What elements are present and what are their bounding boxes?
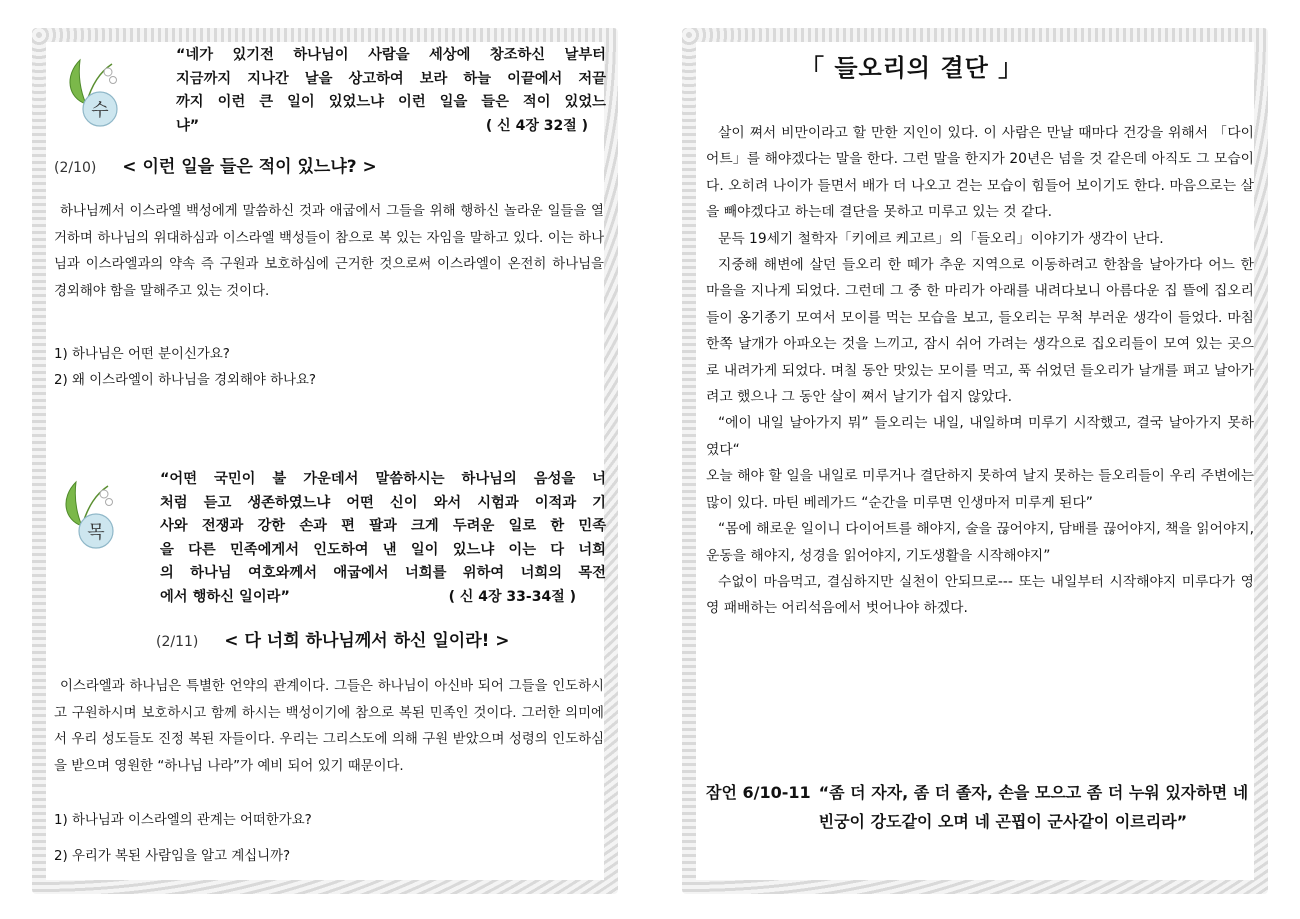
verse-line: 처럼 듣고 생존하였느냐 어떤 신이 와서 시험과 이적과 기 <box>160 494 606 511</box>
svg-text:목: 목 <box>87 522 105 543</box>
question-item: 2) 왜 이스라엘이 하나님을 경외해야 하나요? <box>54 373 317 388</box>
verse-line: 에서 행하신 일이라” ( 신 4장 33-34절 ) <box>160 586 606 610</box>
section-title: < 이런 일을 들은 적이 있느냐? > <box>122 157 377 177</box>
verse-line: “네가 있기전 하나님이 사람을 세상에 창조하신 날부터 <box>176 47 606 63</box>
proverb-text: “좀 더 자자, 좀 더 졸자, 손을 모으고 좀 더 누워 있자하면 네 빈궁이 강도같이 오며 네 곤핍이 군사같이 이르리라” <box>818 783 1249 831</box>
essay-paragraph: 지중해 해변에 살던 들오리 한 떼가 추운 지역으로 이동하려고 한참을 날아가다 어느 한 마을을 지나게 되었다. 그런데 그 중 한 마리가 아래를 내려다보니 아름다운 집 뜰에 집오리들이 옹기종기 모여서 모이를 먹는 모습을 보고, 들오리는 무척 부러운 생각이 들었다. 마침 한쪽 날개가 아파오는 것을 느끼고, 잠시 쉬어 가려는 생각으로 집오리들이 모여 있는 곳으로 내려가게 되었다. 며칠 동안 맛있는 모이를 먹고, 푹 쉬었던 들오리가 날개를 펴고 날아가려고 했으나 그 동안 살이 쪄서 날기가 쉽지 않았다. <box>706 257 1254 406</box>
verse-reference: ( 신 4장 32절 ) <box>485 117 588 134</box>
section-date: (2/10) <box>54 160 97 176</box>
section-heading-2 <box>156 626 510 651</box>
lily-of-the-valley-badge-icon <box>66 54 118 130</box>
verse-line: 의 하나님 여호와께서 애굽에서 너희를 위하여 너희의 목전 <box>160 565 606 581</box>
verse-reference: ( 신 4장 33-34절 ) <box>448 588 576 605</box>
question-list-1 <box>54 342 316 394</box>
essay-paragraph: “에이 내일 날아가지 뭐” 들오리는 내일, 내일하며 미루기 시작했고, 결국 날아가지 못하였다“ <box>706 415 1254 458</box>
proverb-reference: 잠언 6/10-11 <box>706 783 811 802</box>
verse-line: 까지 이런 큰 일이 있었느냐 이런 일을 들은 적이 있었느 <box>176 94 606 110</box>
essay-body <box>706 120 1254 622</box>
proverb-verse <box>706 778 1254 836</box>
right-page-content <box>700 44 1254 878</box>
question-item: 2) 우리가 복된 사람임을 알고 계십니까? <box>54 849 291 864</box>
verse-quote-2 <box>160 468 606 609</box>
section-body-1: 하나님께서 이스라엘 백성에게 말씀하신 것과 애굽에서 그들을 위해 행하신 놀라운 일들을 열거하며 하나님의 위대하심과 이스라엘 백성들이 참으로 복 있는 자임을 말하고 있다. 이는 하나님과 이스라엘과의 약속 즉 구원과 보호하심에 근거한 것으로써 이스라엘이 온전히 하나님을 경외해야 함을 말해주고 있는 것이다. <box>54 204 604 299</box>
verse-line: 사와 전쟁과 강한 손과 편 팔과 크게 두려운 일로 한 민족 <box>160 518 606 534</box>
left-page-content <box>50 44 606 878</box>
page-title: 「 들오리의 결단 」 <box>800 54 1024 82</box>
verse-line: 냐” ( 신 4장 32절 ) <box>176 115 606 139</box>
essay-paragraph: “몸에 해로운 일이니 다이어트를 해야지, 술을 끊어야지, 담배를 끊어야지, 책을 읽어야지, 운동을 해야지, 성경을 읽어야지, 기도생활을 시작해야지” <box>706 521 1254 564</box>
question-item: 1) 하나님과 이스라엘의 관계는 어떠한가요? <box>54 813 312 828</box>
right-page <box>682 28 1268 894</box>
section-title: < 다 너희 하나님께서 하신 일이라! > <box>224 631 510 651</box>
essay-paragraph: 수없이 마음먹고, 결심하지만 실천이 안되므로--- 또는 내일부터 시작해야지 미루다가 영영 패배하는 어리석음에서 벗어나야 하겠다. <box>706 573 1254 617</box>
essay-paragraph: 오늘 해야 할 일을 내일로 미루거나 결단하지 못하여 날지 못하는 들오리들이 우리 주변에는 많이 있다. 마틴 베레가드 “순간을 미루면 인생마저 미루게 된다” <box>706 468 1254 511</box>
section-body-2: 이스라엘과 하나님은 특별한 언약의 관계이다. 그들은 하나님이 아신바 되어 그들을 인도하시고 구원하시며 보호하시고 함께 하시는 백성이기에 참으로 복된 민족인 것이다. 그러한 의미에서 우리 성도들도 진정 복된 자들이다. 우리는 그리스도에 의해 구원 받았으며 성령의 인도하심을 받으며 영원한 “하나님 나라”가 예비 되어 있기 때문이다. <box>54 679 604 774</box>
verse-line: 을 다른 민족에게서 인도하여 낸 일이 있느냐 이는 다 너희 <box>160 541 606 558</box>
essay-paragraph: 문득 19세기 철학자「키에르 케고르」의「들오리」이야기가 생각이 난다. <box>718 230 1164 247</box>
verse-quote-1 <box>176 44 606 138</box>
question-list-2 <box>54 808 312 870</box>
svg-text:수: 수 <box>91 100 109 121</box>
essay-paragraph: 살이 쪄서 비만이라고 할 만한 지인이 있다. 이 사람은 만날 때마다 건강을 위해서 「다이어트」를 해야겠다는 말을 한다. 그런 말을 한지가 20년은 넘을 것 같은데 아직도 그 모습이다. 오히려 나이가 들면서 배가 더 나오고 걷는 모습이 힘들어 보이기도 한다. 마음으로는 살을 빼야겠다고 하는데 결단을 못하고 미루고 있는 것 같다. <box>706 125 1254 221</box>
lily-of-the-valley-badge-icon <box>62 476 114 552</box>
verse-line: “어떤 국민이 불 가운데서 말씀하시는 하나님의 음성을 너 <box>160 471 606 487</box>
verse-line: 지금까지 지나간 날을 상고하여 보라 하늘 이끝에서 저끝 <box>176 70 606 87</box>
question-item: 1) 하나님은 어떤 분이신가요? <box>54 347 230 362</box>
section-heading-1 <box>54 152 377 177</box>
left-page <box>32 28 618 894</box>
section-date: (2/11) <box>156 634 199 650</box>
